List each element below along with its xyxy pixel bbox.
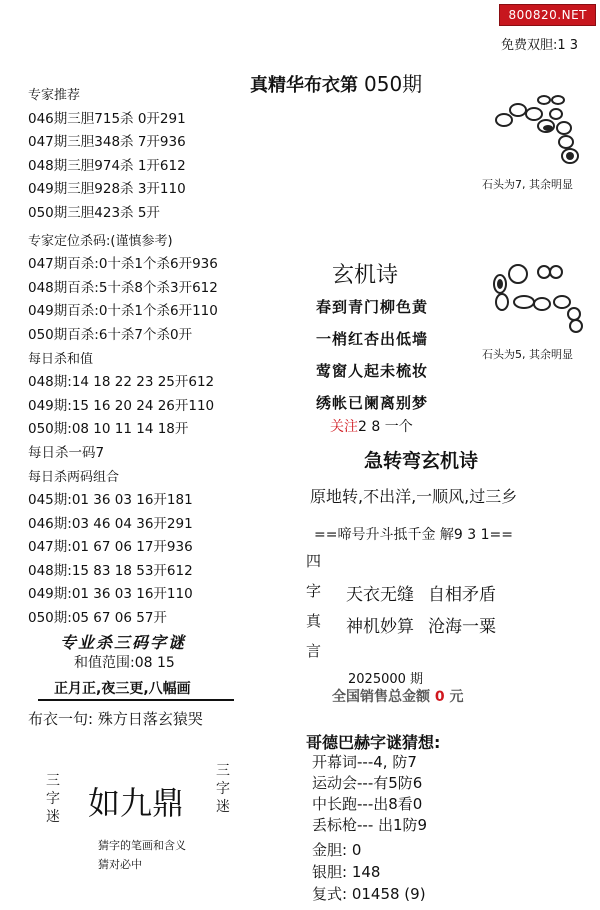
hao-line: ==啼号升斗抵千金 解9 3 1== [314, 527, 513, 543]
brainteaser-text: 原地转,不出洋,一顺风,过三乡 [310, 487, 518, 506]
slogan: 专业杀三码字谜 [60, 633, 187, 652]
position-header: 专家定位杀码:(谨慎参考) [28, 233, 173, 249]
list-item: 046期:03 46 04 36开291 [28, 515, 193, 532]
sum-range: 和值范围:08 15 [74, 655, 175, 671]
watch-label: 关注 [330, 419, 358, 435]
goldbach-line: 运动会---有5防6 [312, 774, 423, 792]
list-item: 047期三胆348杀 7开936 [28, 134, 186, 151]
watch-text: 2 8 一个 [358, 419, 413, 435]
riddle-char: 三 [216, 763, 230, 779]
goldbach-line: 复式: 01458 (9) [312, 885, 426, 903]
list-item: 049期百杀:0十杀1个杀6开110 [28, 303, 218, 320]
goldbach-line: 金胆: 0 [312, 841, 362, 859]
brainteaser-title: 急转弯玄机诗 [364, 450, 479, 472]
poem-line: 一梢红杏出低墙 [316, 330, 429, 348]
proverb: 正月正,夜三更,八幅画 [54, 681, 191, 697]
riddle-hint [98, 836, 186, 874]
list-item: 048期三胆974杀 1开612 [28, 157, 186, 174]
goldbach-line: 开幕词---4, 防7 [312, 753, 417, 771]
list-item: 049期:01 36 03 16开110 [28, 586, 193, 603]
image-caption: 石头为5, 其余明显 [482, 348, 573, 361]
goldbach-line: 丢标枪--- 出1防9 [312, 816, 428, 834]
stones-image-2 [488, 262, 588, 336]
image-caption: 石头为7, 其余明显 [482, 178, 573, 191]
list-item: 049期三胆928杀 3开110 [28, 181, 186, 198]
sizi-phrase: 神机妙算 [346, 617, 414, 637]
sizi-phrase: 沧海一粟 [428, 617, 496, 637]
goldbach-line: 银胆: 148 [312, 863, 381, 881]
poem-title: 玄机诗 [332, 263, 399, 288]
site-badge[interactable]: 800820.NET [499, 4, 596, 26]
sizi-char: 四 [306, 552, 322, 570]
free-double-text: 免费双胆:1 3 [500, 38, 578, 53]
sizi-char: 言 [306, 642, 322, 660]
riddle-char: 三 [46, 773, 60, 789]
left-column [28, 84, 288, 631]
sizi-label [306, 546, 321, 666]
stones-image-1 [490, 92, 590, 174]
list-item: 047期:01 67 06 17开936 [28, 539, 193, 556]
kill-one-code: 每日杀一码7 [28, 444, 105, 461]
sales-label: 全国销售总金额 [332, 689, 430, 705]
kill-two-header: 每日杀两码组合 [28, 469, 120, 485]
sizi-char: 字 [306, 582, 322, 600]
riddle-char: 字 [46, 791, 60, 807]
poem-line: 绣帐已阑离别梦 [316, 394, 429, 412]
list-item: 050期:05 67 06 57开 [28, 610, 167, 627]
title-number: 050期 [364, 72, 423, 96]
sizi-phrase: 自相矛盾 [428, 585, 496, 605]
title-text: 真精华布衣第 [250, 75, 358, 96]
list-item: 048期:14 18 22 23 25开612 [28, 374, 215, 391]
buyi-sentence: 布衣一句: 殊方日落玄猿哭 [28, 710, 203, 728]
sizi-phrase: 天衣无缝 [346, 585, 414, 605]
riddle-label-left [44, 772, 62, 826]
period-text: 2025000 期 [348, 672, 424, 687]
sales-value: 0 [434, 689, 445, 705]
riddle-char: 迷 [216, 799, 230, 815]
list-item: 048期:15 83 18 53开612 [28, 562, 193, 579]
sales-unit: 元 [449, 689, 464, 705]
list-item: 045期:01 36 03 16开181 [28, 492, 193, 509]
watch-line [330, 416, 413, 436]
goldbach-line: 中长跑---出8看0 [312, 795, 423, 813]
riddle-char: 迷 [46, 809, 60, 825]
goldbach-title: 哥德巴赫字谜猜想: [306, 733, 441, 752]
kill-sum-header: 每日杀和值 [28, 351, 94, 367]
poem-line: 莺窗人起未梳妆 [316, 362, 429, 380]
sales-total [332, 686, 464, 706]
sizi-row [346, 580, 496, 605]
list-item: 050期:08 10 11 14 18开 [28, 421, 189, 438]
list-item: 050期百杀:6十杀7个杀0开 [28, 326, 193, 343]
riddle-char: 字 [216, 781, 230, 797]
list-item: 048期百杀:5十杀8个杀3开612 [28, 279, 218, 296]
divider [38, 699, 234, 701]
poem-line: 春到青门柳色黄 [316, 298, 429, 316]
riddle-phrase: 如九鼎 [88, 784, 185, 822]
list-item: 047期百杀:0十杀1个杀6开936 [28, 256, 218, 273]
expert-header: 专家推荐 [28, 88, 81, 103]
hint-line: 猜对必中 [98, 858, 142, 871]
list-item: 046期三胆715杀 0开291 [28, 110, 186, 127]
riddle-label-right [214, 762, 232, 816]
list-item: 050期三胆423杀 5开 [28, 204, 160, 221]
hint-line: 猜字的笔画和含义 [98, 839, 186, 852]
sizi-row [346, 612, 496, 637]
list-item: 049期:15 16 20 24 26开110 [28, 397, 215, 414]
sizi-char: 真 [306, 612, 322, 630]
